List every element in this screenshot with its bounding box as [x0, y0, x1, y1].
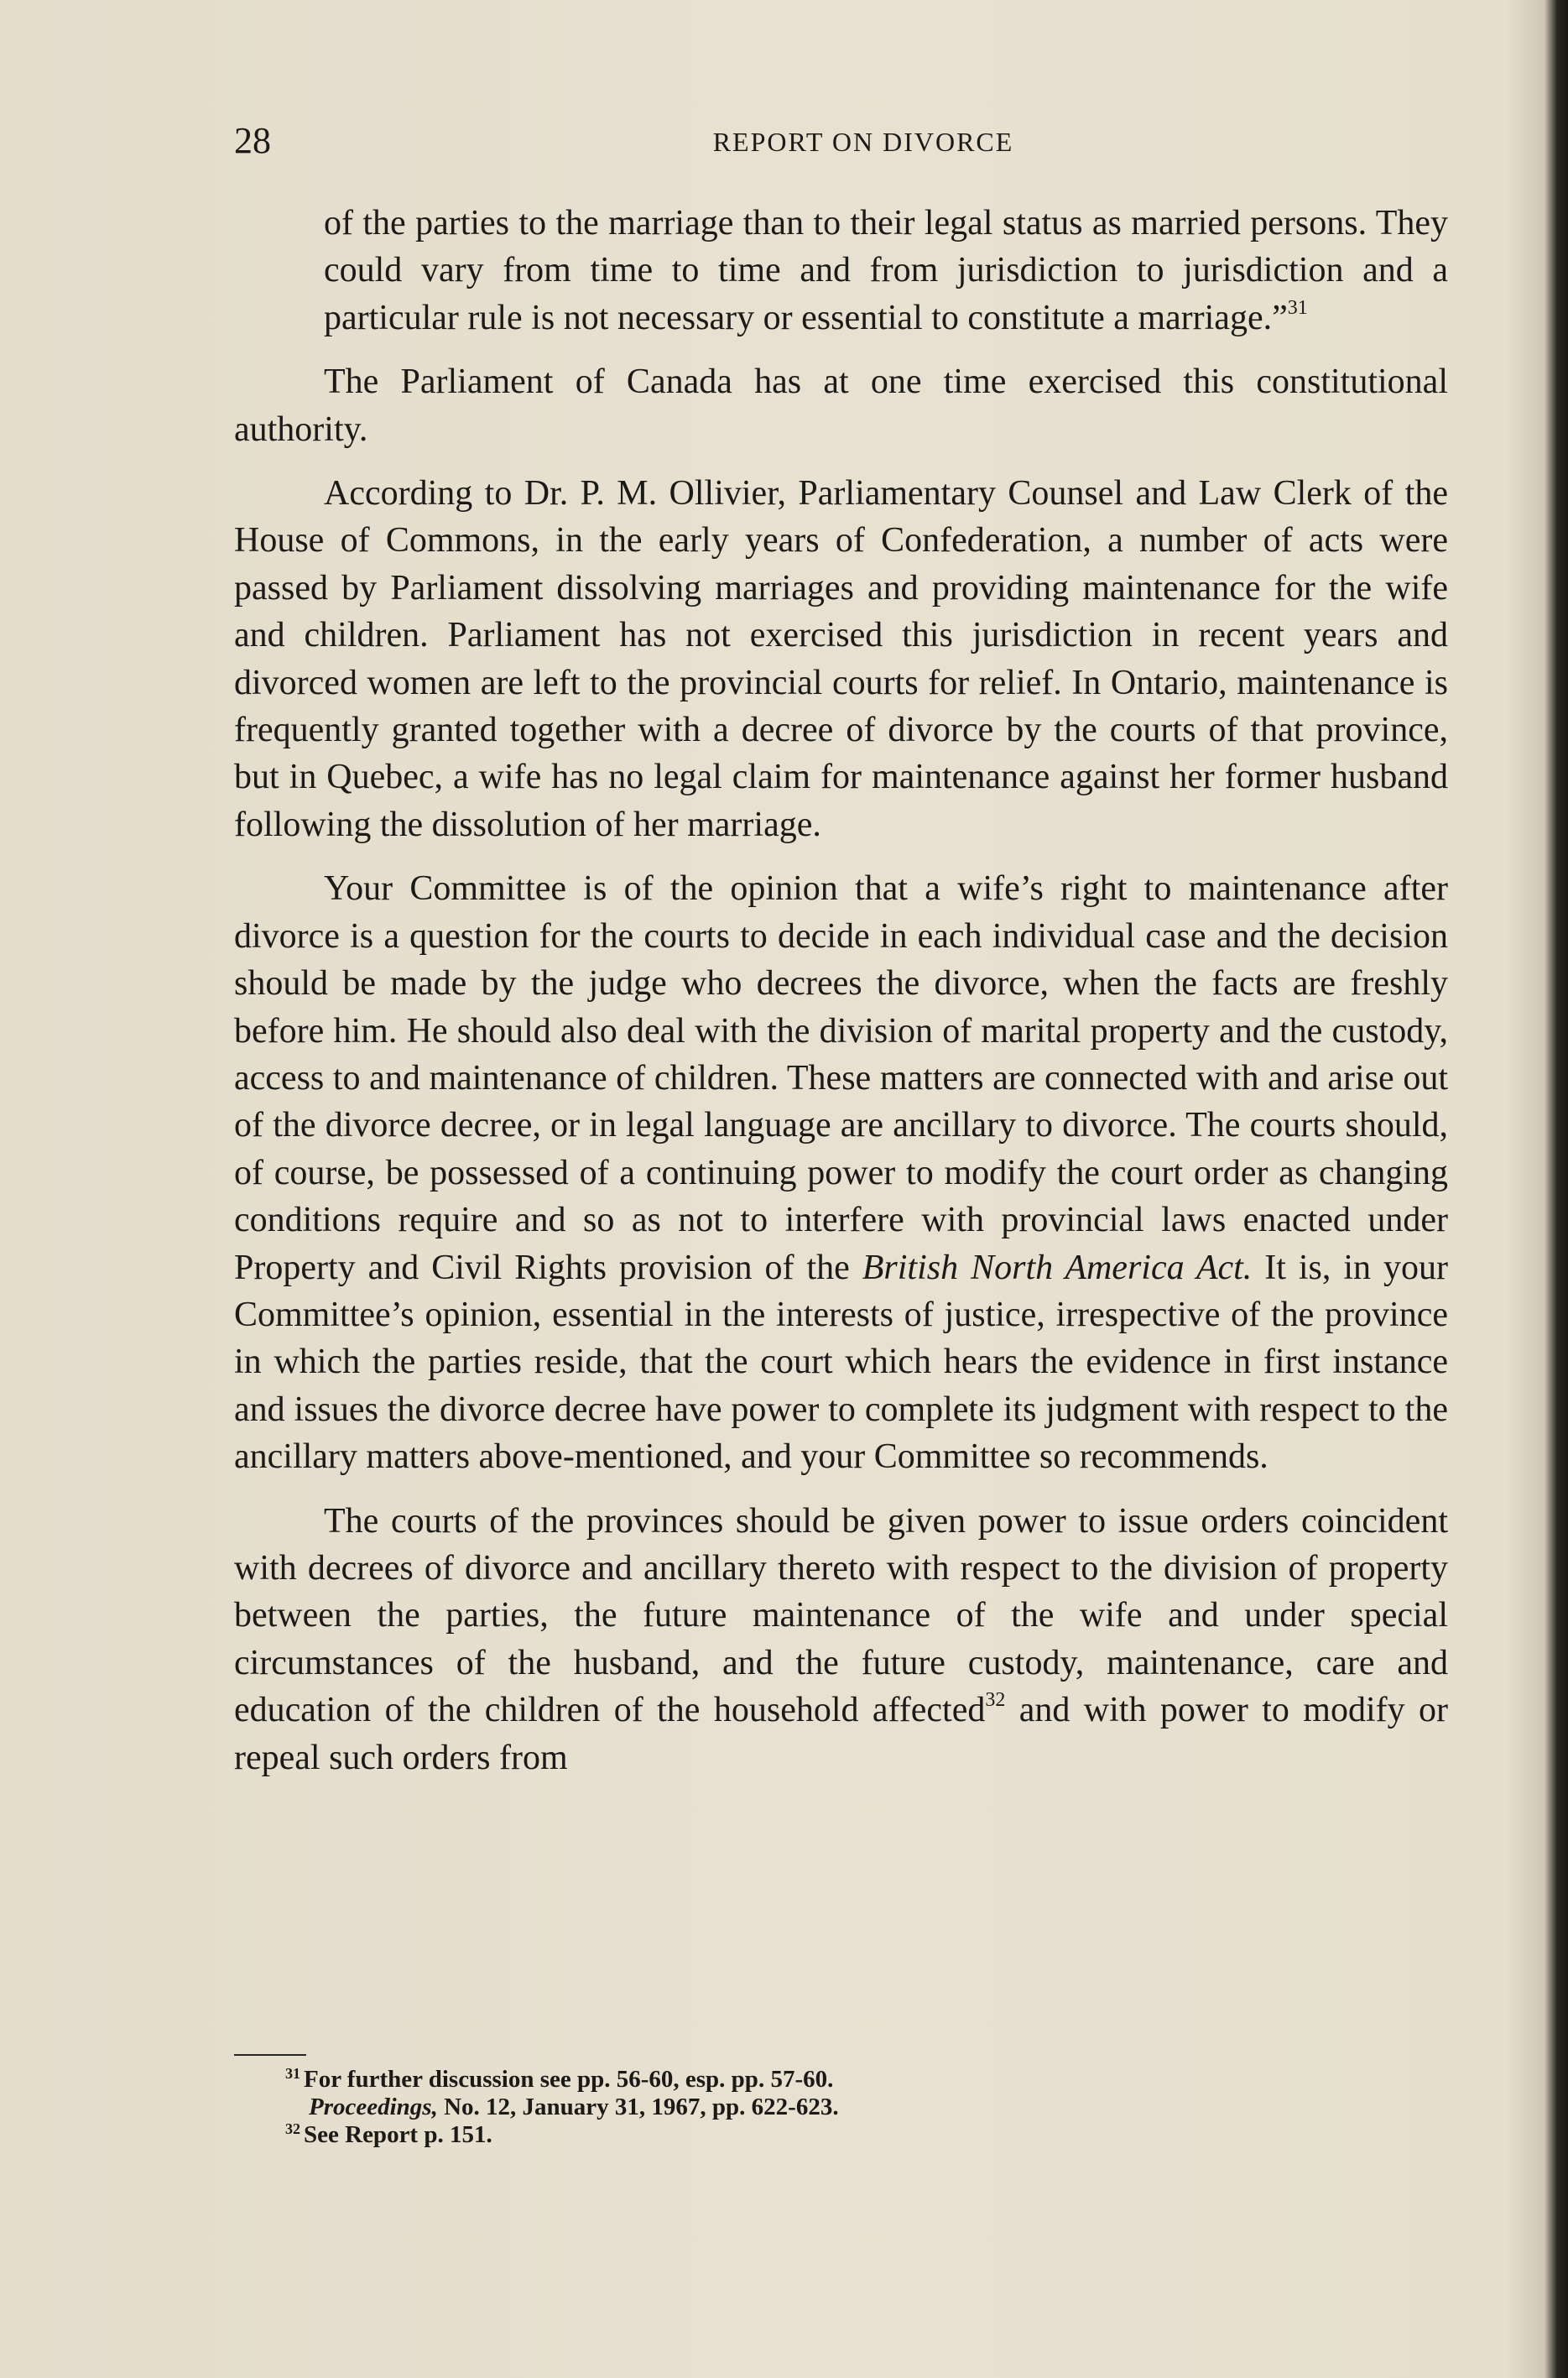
footnote-32 — [285, 2121, 1376, 2149]
paragraph-parliament: The Parliament of Canada has at one time exercised this constitutional authority. — [234, 362, 1448, 449]
footnote-31-line2-rest: No. 12, January 31, 1967, pp. 622-623. — [437, 2094, 839, 2120]
footnote-ref-31: 31 — [1287, 296, 1308, 319]
footnote-31 — [285, 2066, 1376, 2094]
footnote-ref-32: 32 — [985, 1689, 1006, 1712]
quote-text: of the parties to the marriage than to their legal status as married persons. They could vary from time to time and from jurisdiction to jurisdiction and a particular rule is not necessary or essential to constitute a marriage.” — [324, 204, 1448, 337]
courts-text-before: The courts of the provinces should be given power to issue orders coincident with decrees of divorce and ancillary thereto with respect to the division of property between the parties, the future maintenance of the wife and under special circumstances of the husband, and the future custody, maintenance, care and education of the children of the household affected — [234, 1501, 1448, 1730]
courts-text-after: and with power to modify or repeal such orders from — [234, 1691, 1448, 1777]
act-title: British North America Act. — [862, 1248, 1253, 1287]
body-text — [234, 200, 1448, 1798]
paragraph-courts — [234, 1498, 1448, 1781]
running-head — [234, 116, 1442, 166]
header-title: REPORT ON DIVORCE — [712, 127, 1014, 157]
footnotes — [285, 2066, 1376, 2149]
paragraph-ollivier: According to Dr. P. M. Ollivier, Parliamentary Counsel and Law Clerk of the House of Commons, in the early years of Confederation, a number of acts were passed by Parliament dissolving marriages and providing maintenance for the wife and children. Parliament has not exercised this jurisdiction in recent years and divorced women are left to the provincial courts for relief. In Ontario, maintenance is frequently granted together with a decree of divorce by the courts of that province, but in Quebec, a wife has no legal claim for maintenance against her former husband following the dissolution of her marriage. — [234, 474, 1448, 844]
footnote-31-line1: For further discussion see pp. 56-60, esp. pp. 57-60. — [304, 2066, 834, 2093]
footnote-mark-31: 31 — [285, 2065, 300, 2082]
page-number: 28 — [234, 120, 271, 161]
proceedings-title: Proceedings, — [309, 2094, 438, 2120]
footnote-divider — [234, 2054, 306, 2056]
paragraph-committee-opinion — [234, 865, 1448, 1480]
footnote-32-text: See Report p. 151. — [304, 2121, 492, 2148]
quote-paragraph — [324, 200, 1448, 342]
committee-text-before: Your Committee is of the opinion that a wife’s right to maintenance after divorce is a question for the courts to decide in each individual case and the decision should be made by the judge who decrees the divorce, when the facts are freshly before him. He should also deal with the division of marital property and the custody, access to and maintenance of children. These matters are connected with and arise out of the divorce decree, or in legal language are ancillary to divorce. The courts should, of course, be possessed of a continuing power to modify the court order as changing conditions require and so as not to interfere with provincial laws enacted under Property and Civil Rights provision of the — [234, 869, 1448, 1287]
committee-text-after: It is, in your Committee’s opinion, essential in the interests of justice, irrespective of the province in which the parties reside, that the court which hears the evidence in first instance and issues the divorce decree have power to complete its judgment with respect to the ancillary matters above-mentioned, and your Committee so recommends. — [234, 1248, 1449, 1477]
footnote-mark-32: 32 — [285, 2120, 300, 2137]
footnote-31-line2 — [285, 2094, 1376, 2121]
